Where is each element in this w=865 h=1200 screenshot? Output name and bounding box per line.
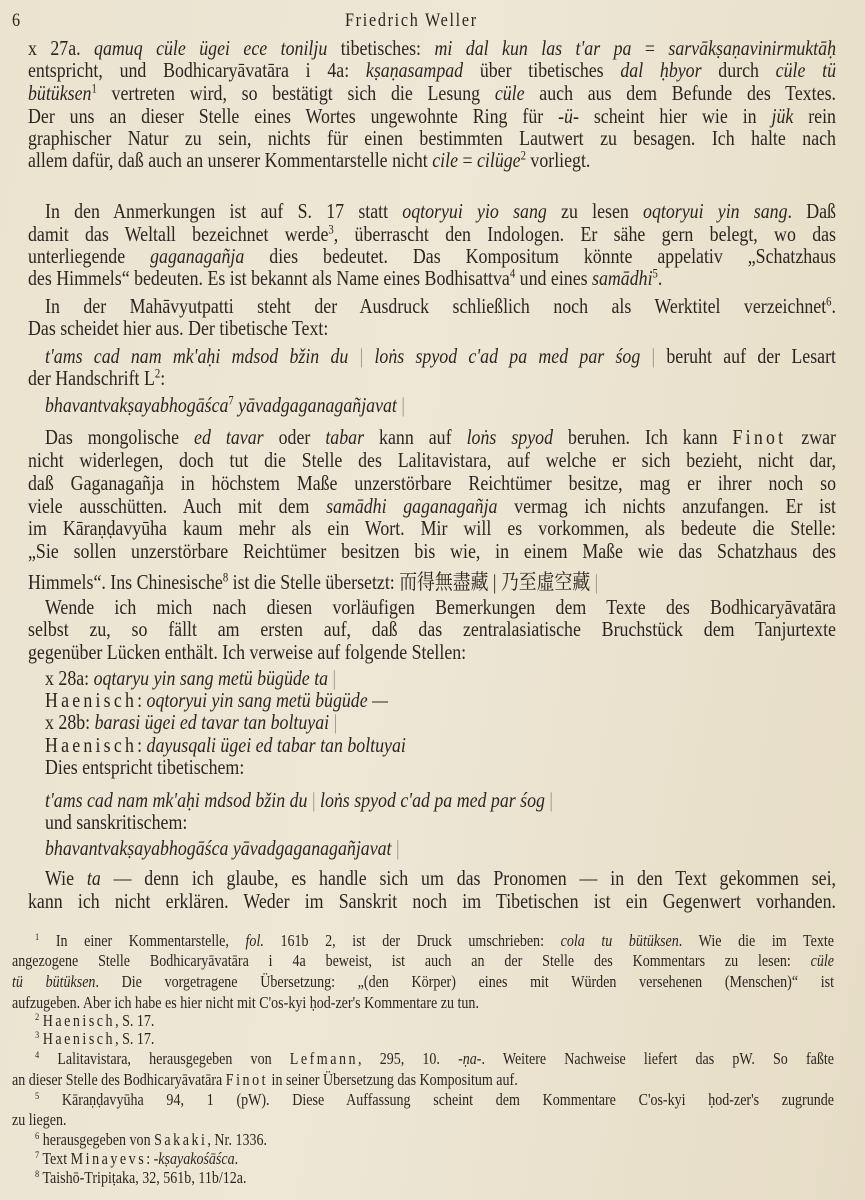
footnote-marker: 4 [35,1050,40,1062]
footnote-line [35,931,834,951]
text-run: graphischer Natur zu sein, nichts für einen bestimmten Lautwert zu besagen. Ich halte nach [28,126,836,150]
italic-text: loṅs spyod [466,425,553,449]
text-run: : [160,366,166,390]
text-run: vermag ich nichts anzufangen. Er ist [497,494,836,518]
text-run: . Wie die im Texte [678,931,834,950]
text-run: allem dafür, daß auch an unserer Kommentarstelle nicht [28,148,433,172]
italic-text: samādhi gaganagañja [326,494,498,518]
text-run: damit das Weltall bezeichnet werde [28,222,329,246]
body-line [28,471,836,495]
text-run: und sanskritischem: [45,810,188,834]
footnote-line [12,972,834,992]
body-line [28,36,836,60]
body-line [45,788,553,812]
text-run: tibetisches: [327,36,435,60]
page-number: 6 [12,10,21,31]
footnote-marker: 1 [35,932,40,944]
body-line [45,733,406,757]
text-run: scheint hier wie in [578,104,772,128]
body-line [28,516,836,540]
italic-text: -kṣayakośāśca [153,1149,235,1168]
text-run: aufzugeben. Aber ich habe es hier nicht mit C'os-kyi ḥod-zer's Kommentare zu tun. [12,993,479,1012]
text-run: oder [263,425,326,449]
footnote-marker: 3 [328,222,334,237]
footnote-line [35,1168,247,1188]
body-line [45,393,405,417]
italic-text: fol. [245,931,264,950]
spaced-name: Lefmann [289,1049,359,1068]
footnote-line [35,1011,154,1031]
italic-text: t'ams cad nam mk'aḥi mdsod bžin du [45,788,312,812]
body-line [45,294,836,318]
text-run: Taishō-Tripiṭaka, 32, 561b, 11b/12a. [39,1168,247,1187]
italic-text: qamuq cüle ügei ece tonilju [94,36,328,60]
footnote-marker: 7 [228,393,234,408]
body-line [28,448,836,472]
italic-text: loṅs spyod c'ad pa med par śog [315,788,550,812]
italic-text: tü bütüksen [12,972,96,991]
italic-text: dal ḥbyor [620,58,702,82]
italic-text: dayusqali ügei ed tabar tan boltuyai [146,733,406,757]
text-run: . [831,294,836,318]
verse-divider: | [651,344,656,368]
italic-text: cüle [494,81,525,105]
footnote-marker: 2 [35,1012,40,1024]
footnote-marker: 5 [652,266,658,281]
spaced-name: Haenisch [42,1011,116,1030]
spaced-name: Minayevs [70,1149,147,1168]
verse-divider: | [332,666,337,690]
text-run: . [234,1149,239,1168]
text-run: dies bedeutet. Das Kompositum könnte appelativ „Schatzhaus [244,244,836,268]
footnote-marker: 5 [35,1091,40,1103]
text-run: : [137,688,147,712]
italic-text: t'ams cad nam mk'aḥi mdsod bžin du [45,344,360,368]
text-run: beruht auf der Lesart [655,344,836,368]
text-run: = [457,148,477,172]
text-run: an dieser Stelle des Bodhicaryāvatāra [12,1070,226,1089]
body-line [45,595,836,619]
footnote-line [12,951,834,971]
body-line [28,266,662,290]
text-run: : [146,1149,154,1168]
body-line [28,244,836,268]
text-run: , Nr. 1336. [207,1130,268,1149]
body-line [28,889,836,913]
text-run: In der Mahāvyutpatti steht der Ausdruck schließlich noch als Werktitel verzeichnet [45,294,827,318]
text-run: Das mongolische [45,425,195,449]
text-run: der Handschrift L [28,366,155,390]
italic-text: bhavantvakṣayabhogāśca yāvadgaganagañjavat [45,836,396,860]
italic-text: ed tavar [194,425,264,449]
text-run: angezogene Stelle Bodhicaryāvatāra i 4a beweist, ist auch an der Stelle des Kommentars zu lesen: [12,951,811,970]
body-line [45,344,836,368]
text-run: Lalitavistara, herausgegeben von [39,1049,290,1068]
text-run: , 295, 10. [358,1049,459,1068]
text-run: unterliegende [28,244,151,268]
spaced-name: Sakaki [154,1130,208,1149]
body-line [28,494,836,518]
text-run: : [137,733,147,757]
body-line [28,617,836,641]
italic-text: cüle [810,951,834,970]
text-run: . [657,266,663,290]
italic-text: cola tu bütüksen [560,931,679,950]
text-run: Wende ich mich nach diesen vorläufigen Bemerkungen dem Texte des Bodhicaryāvatāra [45,595,836,619]
verse-divider: | [333,710,338,734]
text-run: rein [793,104,836,128]
spaced-name: Haenisch [45,733,138,757]
footnote-marker: 2 [520,148,526,163]
footnote-line [35,1090,834,1110]
body-line [28,640,466,664]
text-run: viele ausschütten. Auch mit dem [28,494,327,518]
footnote-marker: 4 [509,266,516,281]
footnote-marker: 7 [35,1150,40,1162]
body-line [28,104,836,128]
verse-divider: | [359,344,364,368]
italic-text: jük [771,104,794,128]
italic-text: cüle tü [775,58,837,82]
italic-text: loṅs spyod c'ad pa med par śog [363,344,652,368]
footnote-marker: 1 [91,81,97,96]
italic-text: cilüge [476,148,521,172]
footnote-line [35,1149,238,1169]
text-run: , S. 17. [115,1029,155,1048]
italic-text: yāvadgaganagañjavat [233,393,402,417]
text-run: Wie [45,866,87,890]
text-run: beruhen. Ich kann [552,425,733,449]
text-run: entspricht, und Bodhicaryāvatāra i 4a: [28,58,366,82]
italic-text: oqtoryui yio sang [402,199,547,223]
spaced-name: Haenisch [42,1029,116,1048]
text-run: Himmels“. Ins Chinesische [28,570,223,594]
text-run: des Himmels“ bedeuten. Es ist bekannt als Name eines Bodhisattva [28,266,510,290]
text-run: über tibetisches [463,58,621,82]
body-line [28,222,836,246]
italic-text: cile [432,148,458,172]
italic-text: oqtoryui yin sang metü bügüde — [146,688,389,712]
text-run: Kāraṇḍavyūha 94, 1 (pW). Diese Auffassung scheint dem Kommentare C'os-kyi ḥod-zer's zugrunde [39,1090,834,1109]
italic-text: -ü- [558,104,579,128]
body-line [45,688,388,712]
italic-text: sarvākṣaṇavinirmuktāḥ [668,36,837,60]
text-run: In einer Kommentarstelle, [39,931,246,950]
spaced-name: Haenisch [45,688,138,712]
italic-text: oqtaryu yin sang metü bügüde ta [93,666,333,690]
text-run: zu lesen [546,199,644,223]
body-line [45,425,836,449]
text-run: selbst zu, so fällt am ersten auf, daß das zentralasiatische Bruchstück dem Tanjurtexte [28,617,836,641]
body-line [28,126,836,150]
italic-text: mi dal kun las t'ar pa [434,36,632,60]
text-run: vorliegt. [525,148,591,172]
text-run: , überrascht den Indologen. Er sähe gern belegt, wo das [333,222,836,246]
text-run: zu liegen. [12,1110,67,1129]
text-run: daß Gaganagañja in höchstem Maße unzerstörbare Reichtümer besitze, mag er ihrer noch so [28,471,836,495]
body-line [28,58,836,82]
text-run: in seiner Übersetzung das Kompositum auf. [268,1070,518,1089]
italic-text: ta [86,866,101,890]
text-run: . Die vorgetragene Übersetzung: „(den Körper) eines mit Würden versehenen (Menschen)“ ist [95,972,834,991]
text-run: Das scheidet hier aus. Der tibetische Text: [28,316,329,340]
footnote-marker: 6 [35,1131,40,1143]
italic-text: samādhi [592,266,653,290]
footnote-marker: 2 [154,366,161,381]
text-run: In den Anmerkungen ist auf S. 17 statt [45,199,403,223]
text-run: x 27a. [28,36,95,60]
text-run: Text [39,1149,71,1168]
body-line [45,755,244,779]
footnote-marker: 3 [35,1030,40,1042]
footnote-line [35,1130,267,1150]
text-run: nicht widerlegen, doch tut die Stelle des Lalitavistara, auf welche er sich bezieht, nicht dar, [28,448,836,472]
body-line [28,366,165,390]
text-run: und eines [515,266,593,290]
footnote-line [12,993,479,1013]
body-line [28,570,598,594]
text-run: auch aus dem Befunde des Textes. [524,81,836,105]
spaced-name: Finot [732,425,787,449]
body-line [45,866,836,890]
text-run: Dies entspricht tibetischem: [45,755,245,779]
verse-divider: | [311,788,316,812]
italic-text: bhavantvakṣayabhogāśca [45,393,229,417]
footnote-line [35,1049,834,1069]
italic-text: oqtoryui yin sang [643,199,788,223]
italic-text: -ṇa- [458,1049,482,1068]
text-run: , S. 17. [115,1011,155,1030]
text-run: „Sie sollen unzerstörbare Reichtümer besitzen bis wie, in einem Maße wie das Schatzhaus des [28,539,836,563]
text-run: . Weitere Nachweise liefert das pW. So faßte [481,1049,834,1068]
running-head: Friedrich Weller [345,10,478,31]
verse-divider: | [549,788,554,812]
footnote-line [35,1029,154,1049]
body-line [28,539,836,563]
body-line [28,316,328,340]
text-run: x 28b: [45,710,95,734]
italic-text: barasi ügei ed tavar tan boltuyai [94,710,334,734]
italic-text: kṣaṇasampad [365,58,464,82]
body-line [45,666,336,690]
footnote-marker: 8 [35,1169,40,1181]
text-run: gegenüber Lücken enthält. Ich verweise auf folgende Stellen: [28,640,467,664]
footnote-marker: 8 [222,570,229,585]
footnote-line [12,1070,518,1090]
text-run: x 28a: [45,666,94,690]
body-line [45,199,836,223]
text-run: durch [701,58,776,82]
body-line [45,836,400,860]
italic-text: tabar [325,425,365,449]
text-run: zwar [786,425,836,449]
text-run: Der uns an dieser Stelle eines Wortes ungewohnte Ring für [28,104,559,128]
text-run: ist die Stelle übersetzt: 而得無盡藏 | 乃至虛空藏 [228,570,595,594]
text-run: herausgegeben von [39,1130,155,1149]
verse-divider: | [401,393,405,417]
text-run: vertreten wird, so bestätigt sich die Lesung [96,81,495,105]
body-line [45,710,337,734]
italic-text: bütüksen [28,81,92,105]
text-run: kann ich nicht erklären. Weder im Sanskrit noch im Tibetischen ist ein Gegenwert vorhanden. [28,889,836,913]
text-run: . Daß [787,199,836,223]
text-run: — denn ich glaube, es handle sich um das Pronomen — in den Text gekommen sei, [100,866,836,890]
italic-text: gaganagañja [150,244,245,268]
text-run: im Kāraṇḍavyūha kaum mehr als ein Wort. Mir will es vorkommen, als bedeute die Stelle: [28,516,836,540]
text-run: = [631,36,669,60]
footnote-marker: 6 [826,294,832,309]
spaced-name: Finot [225,1070,269,1089]
body-line [45,810,187,834]
text-run: kann auf [364,425,467,449]
text-run: 161b 2, ist der Druck umschrieben: [263,931,561,950]
footnote-line [12,1110,67,1130]
verse-divider: | [594,570,599,594]
verse-divider: | [395,836,400,860]
body-line [28,81,836,105]
body-line [28,148,590,172]
